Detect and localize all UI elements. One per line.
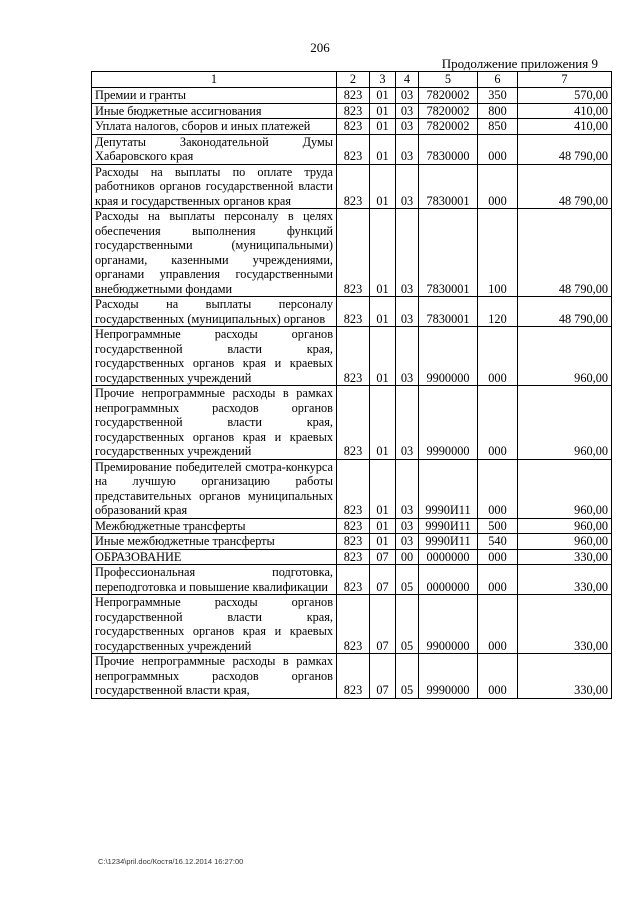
row-subsection-cell: 03: [396, 209, 419, 297]
header-col-6: 6: [478, 72, 518, 88]
row-subsection-cell: 03: [396, 518, 419, 534]
row-ministry-code-cell: 823: [337, 134, 370, 164]
row-ministry-code-cell: 823: [337, 386, 370, 460]
row-ministry-code-cell: 823: [337, 595, 370, 654]
row-amount-cell: 330,00: [518, 565, 612, 595]
row-subsection-cell: 03: [396, 386, 419, 460]
row-amount-cell: 48 790,00: [518, 134, 612, 164]
row-target-code-cell: 9990000: [419, 654, 478, 699]
row-target-code-cell: 9900000: [419, 327, 478, 386]
row-expense-type-cell: 100: [478, 209, 518, 297]
row-ministry-code-cell: 823: [337, 565, 370, 595]
row-target-code-cell: 0000000: [419, 549, 478, 565]
row-section-cell: 01: [370, 134, 396, 164]
file-path-footer: C:\1234\pril.doc/Костя/16.12.2014 16:27:00: [98, 857, 244, 866]
row-expense-type-cell: 350: [478, 88, 518, 104]
row-amount-cell: 570,00: [518, 88, 612, 104]
row-expense-type-cell: 540: [478, 534, 518, 550]
row-expense-type-cell: 000: [478, 327, 518, 386]
row-section-cell: 07: [370, 549, 396, 565]
row-target-code-cell: 7820002: [419, 119, 478, 135]
row-section-cell: 01: [370, 518, 396, 534]
row-ministry-code-cell: 823: [337, 297, 370, 327]
row-section-cell: 01: [370, 209, 396, 297]
row-expense-type-cell: 000: [478, 459, 518, 518]
header-col-2: 2: [337, 72, 370, 88]
continuation-label: Продолжение приложения 9: [441, 56, 598, 71]
row-subsection-cell: 03: [396, 119, 419, 135]
table-row: [92, 654, 612, 699]
table-row: [92, 565, 612, 595]
row-expense-type-cell: 120: [478, 297, 518, 327]
row-subsection-cell: 03: [396, 459, 419, 518]
row-amount-cell: 330,00: [518, 654, 612, 699]
row-ministry-code-cell: 823: [337, 534, 370, 550]
row-section-cell: 07: [370, 654, 396, 699]
row-section-cell: 01: [370, 459, 396, 518]
table-row: [92, 88, 612, 104]
table-body: [92, 88, 612, 699]
row-target-code-cell: 0000000: [419, 565, 478, 595]
row-subsection-cell: 03: [396, 103, 419, 119]
row-ministry-code-cell: 823: [337, 549, 370, 565]
row-amount-cell: 960,00: [518, 327, 612, 386]
row-name-cell: Межбюджетные трансферты: [92, 518, 337, 534]
row-expense-type-cell: 000: [478, 654, 518, 699]
row-section-cell: 01: [370, 386, 396, 460]
row-subsection-cell: 03: [396, 327, 419, 386]
row-section-cell: 01: [370, 119, 396, 135]
row-ministry-code-cell: 823: [337, 119, 370, 135]
row-subsection-cell: 05: [396, 595, 419, 654]
row-expense-type-cell: 800: [478, 103, 518, 119]
row-target-code-cell: 7830000: [419, 134, 478, 164]
row-name-cell: ОБРАЗОВАНИЕ: [92, 549, 337, 565]
row-section-cell: 01: [370, 103, 396, 119]
row-expense-type-cell: 500: [478, 518, 518, 534]
row-ministry-code-cell: 823: [337, 654, 370, 699]
row-name-cell: Премии и гранты: [92, 88, 337, 104]
header-col-5: 5: [419, 72, 478, 88]
table-row: [92, 327, 612, 386]
row-target-code-cell: 9990000: [419, 386, 478, 460]
table-row: [92, 119, 612, 135]
row-name-cell: Прочие непрограммные расходы в рамках непрограммных расходов органов государственной власти края,: [92, 654, 337, 699]
row-amount-cell: 330,00: [518, 549, 612, 565]
row-target-code-cell: 7830001: [419, 297, 478, 327]
table-row: [92, 518, 612, 534]
row-section-cell: 01: [370, 88, 396, 104]
row-section-cell: 07: [370, 565, 396, 595]
row-subsection-cell: 03: [396, 534, 419, 550]
row-name-cell: Расходы на выплаты по оплате труда работников органов государственной власти края и государственных органов края: [92, 164, 337, 209]
row-amount-cell: 410,00: [518, 119, 612, 135]
row-name-cell: Иные межбюджетные трансферты: [92, 534, 337, 550]
table-row: [92, 134, 612, 164]
row-ministry-code-cell: 823: [337, 518, 370, 534]
row-amount-cell: 960,00: [518, 459, 612, 518]
row-name-cell: Прочие непрограммные расходы в рамках непрограммных расходов органов государственной власти края, государственных органов края и краевых государственных учреждений: [92, 386, 337, 460]
table-row: [92, 297, 612, 327]
row-section-cell: 01: [370, 534, 396, 550]
row-ministry-code-cell: 823: [337, 327, 370, 386]
row-ministry-code-cell: 823: [337, 209, 370, 297]
row-amount-cell: 960,00: [518, 534, 612, 550]
row-subsection-cell: 03: [396, 88, 419, 104]
row-name-cell: Непрограммные расходы органов государственной власти края, государственных органов края и краевых государственных учреждений: [92, 327, 337, 386]
row-ministry-code-cell: 823: [337, 164, 370, 209]
table-row: [92, 459, 612, 518]
row-name-cell: Премирование победителей смотра-конкурса на лучшую организацию работы представительных органов муниципальных образований края: [92, 459, 337, 518]
row-target-code-cell: 9990И11: [419, 534, 478, 550]
row-ministry-code-cell: 823: [337, 103, 370, 119]
row-subsection-cell: 03: [396, 134, 419, 164]
row-name-cell: Расходы на выплаты персоналу в целях обеспечения выполнения функций государственными (муниципальными) органами, казенными учреждениями, органами управления государственными внебюджетными фондами: [92, 209, 337, 297]
row-name-cell: Иные бюджетные ассигнования: [92, 103, 337, 119]
header-col-1: 1: [92, 72, 337, 88]
row-name-cell: Депутаты Законодательной Думы Хабаровского края: [92, 134, 337, 164]
row-subsection-cell: 03: [396, 164, 419, 209]
header-col-3: 3: [370, 72, 396, 88]
row-expense-type-cell: 000: [478, 565, 518, 595]
row-target-code-cell: 9990И11: [419, 459, 478, 518]
row-target-code-cell: 7820002: [419, 88, 478, 104]
row-name-cell: Расходы на выплаты персоналу государственных (муниципальных) органов: [92, 297, 337, 327]
table-header-row: [92, 72, 612, 88]
page-number: 206: [310, 40, 330, 55]
row-expense-type-cell: 000: [478, 134, 518, 164]
row-amount-cell: 48 790,00: [518, 209, 612, 297]
row-amount-cell: 960,00: [518, 518, 612, 534]
row-target-code-cell: 9990И11: [419, 518, 478, 534]
header-col-7: 7: [518, 72, 612, 88]
row-section-cell: 01: [370, 164, 396, 209]
table-row: [92, 103, 612, 119]
row-name-cell: Уплата налогов, сборов и иных платежей: [92, 119, 337, 135]
row-expense-type-cell: 000: [478, 386, 518, 460]
row-expense-type-cell: 850: [478, 119, 518, 135]
table-row: [92, 209, 612, 297]
row-subsection-cell: 00: [396, 549, 419, 565]
table-row: [92, 534, 612, 550]
header-col-4: 4: [396, 72, 419, 88]
row-name-cell: Непрограммные расходы органов государственной власти края, государственных органов края и краевых государственных учреждений: [92, 595, 337, 654]
row-target-code-cell: 7830001: [419, 209, 478, 297]
row-amount-cell: 48 790,00: [518, 297, 612, 327]
row-subsection-cell: 03: [396, 297, 419, 327]
row-amount-cell: 410,00: [518, 103, 612, 119]
table-row: [92, 386, 612, 460]
row-target-code-cell: 7830001: [419, 164, 478, 209]
row-subsection-cell: 05: [396, 654, 419, 699]
row-target-code-cell: 9900000: [419, 595, 478, 654]
row-ministry-code-cell: 823: [337, 88, 370, 104]
row-amount-cell: 960,00: [518, 386, 612, 460]
row-amount-cell: 330,00: [518, 595, 612, 654]
row-subsection-cell: 05: [396, 565, 419, 595]
table-row: [92, 595, 612, 654]
budget-table: [91, 71, 612, 699]
row-target-code-cell: 7820002: [419, 103, 478, 119]
row-section-cell: 01: [370, 327, 396, 386]
row-name-cell: Профессиональная подготовка, переподготовка и повышение квалификации: [92, 565, 337, 595]
row-ministry-code-cell: 823: [337, 459, 370, 518]
table-row: [92, 164, 612, 209]
row-section-cell: 01: [370, 297, 396, 327]
table-row: [92, 549, 612, 565]
row-section-cell: 07: [370, 595, 396, 654]
row-amount-cell: 48 790,00: [518, 164, 612, 209]
row-expense-type-cell: 000: [478, 164, 518, 209]
row-expense-type-cell: 000: [478, 595, 518, 654]
row-expense-type-cell: 000: [478, 549, 518, 565]
